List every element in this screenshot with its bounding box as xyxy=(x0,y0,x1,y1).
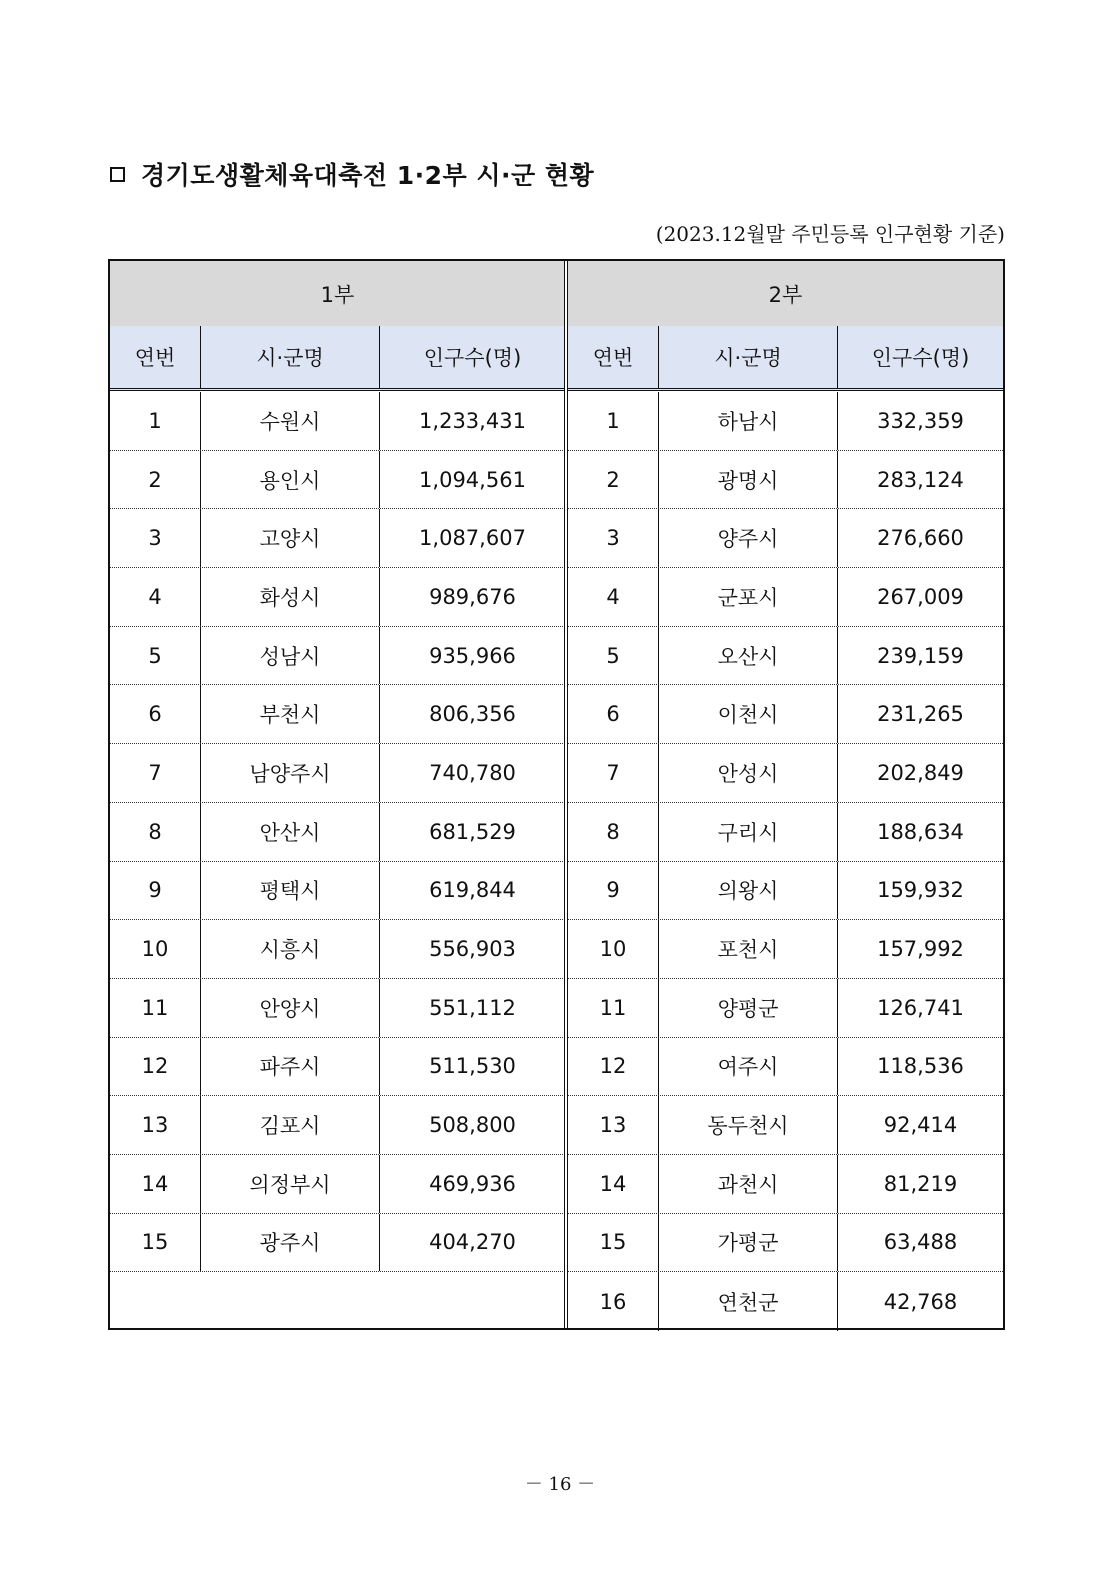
reference-note: (2023.12월말 주민등록 인구현황 기준) xyxy=(655,222,1005,246)
cell-city: 양평군 xyxy=(659,979,838,1037)
cell-city: 이천시 xyxy=(659,685,838,743)
cell-city: 시흥시 xyxy=(201,920,380,978)
table-row xyxy=(110,744,565,803)
cell-population: 188,634 xyxy=(877,819,964,844)
cell-population: 239,159 xyxy=(877,643,964,668)
square-bullet-icon xyxy=(110,167,125,182)
cell-population: 511,530 xyxy=(429,1054,516,1079)
cell-index: 7 xyxy=(110,744,201,802)
cell-population: 989,676 xyxy=(429,584,516,609)
cell-population: 740,780 xyxy=(429,760,516,785)
cell-index: 9 xyxy=(110,862,201,920)
cell-population: 126,741 xyxy=(877,995,964,1020)
table-row xyxy=(568,451,1003,510)
table-row xyxy=(110,451,565,510)
cell-population: 332,359 xyxy=(877,408,964,433)
table-row xyxy=(568,1214,1003,1273)
cell-index: 14 xyxy=(568,1155,659,1213)
cell-population: 63,488 xyxy=(883,1230,958,1255)
cell-city: 용인시 xyxy=(201,451,380,509)
document-title xyxy=(110,156,594,192)
cell-population: 202,849 xyxy=(877,760,964,785)
cell-city: 광주시 xyxy=(201,1214,380,1272)
cell-population: 619,844 xyxy=(429,878,516,903)
cell-index: 10 xyxy=(110,920,201,978)
table-row xyxy=(568,568,1003,627)
table-row xyxy=(568,685,1003,744)
cell-city: 안산시 xyxy=(201,803,380,861)
cell-index: 8 xyxy=(110,803,201,861)
cell-index: 10 xyxy=(568,920,659,978)
cell-population: 283,124 xyxy=(877,467,964,492)
cell-population: 42,768 xyxy=(883,1289,958,1314)
cell-population: 92,414 xyxy=(883,1113,958,1138)
table-row xyxy=(110,392,565,451)
title-text: 경기도생활체육대축전 1·2부 시·군 현황 xyxy=(141,161,595,190)
cell-city: 부천시 xyxy=(201,685,380,743)
cell-city: 가평군 xyxy=(659,1214,838,1272)
cell-city: 안성시 xyxy=(659,744,838,802)
header-city: 시·군명 xyxy=(201,326,380,388)
group1-section xyxy=(110,261,565,1328)
cell-city: 김포시 xyxy=(201,1096,380,1154)
group2-section xyxy=(568,261,1003,1328)
cell-city: 오산시 xyxy=(659,627,838,685)
cell-population: 935,966 xyxy=(429,643,516,668)
table-row xyxy=(110,568,565,627)
table-row xyxy=(568,803,1003,862)
header-city: 시·군명 xyxy=(659,326,838,388)
cell-population: 1,094,561 xyxy=(419,467,526,492)
cell-index: 2 xyxy=(110,451,201,509)
cell-index: 8 xyxy=(568,803,659,861)
cell-index: 3 xyxy=(110,509,201,567)
table-row xyxy=(568,1272,1003,1331)
cell-city: 안양시 xyxy=(201,979,380,1037)
table-row xyxy=(110,1214,565,1273)
cell-index: 11 xyxy=(568,979,659,1037)
table-row xyxy=(568,1096,1003,1155)
cell-population: 508,800 xyxy=(429,1113,516,1138)
cell-index: 13 xyxy=(110,1096,201,1154)
cell-city: 하남시 xyxy=(659,392,838,450)
cell-population: 1,233,431 xyxy=(419,408,526,433)
table-row xyxy=(568,920,1003,979)
cell-city: 연천군 xyxy=(659,1272,838,1331)
cell-index: 12 xyxy=(110,1038,201,1096)
cell-index: 7 xyxy=(568,744,659,802)
cell-index: 15 xyxy=(110,1214,201,1272)
table-row xyxy=(110,803,565,862)
cell-population: 118,536 xyxy=(877,1054,964,1079)
table-row xyxy=(110,920,565,979)
cell-index: 6 xyxy=(568,685,659,743)
group2-rows xyxy=(568,392,1003,1328)
cell-index: 6 xyxy=(110,685,201,743)
table-row xyxy=(110,979,565,1038)
cell-city: 평택시 xyxy=(201,862,380,920)
table-row xyxy=(110,1155,565,1214)
cell-city: 동두천시 xyxy=(659,1096,838,1154)
group1-column-headers xyxy=(110,326,565,391)
cell-population: 231,265 xyxy=(877,702,964,727)
cell-city: 군포시 xyxy=(659,568,838,626)
population-table xyxy=(108,259,1005,1330)
cell-population: 556,903 xyxy=(429,937,516,962)
cell-index: 1 xyxy=(568,392,659,450)
cell-population: 469,936 xyxy=(429,1171,516,1196)
cell-city: 포천시 xyxy=(659,920,838,978)
table-row xyxy=(568,1038,1003,1097)
header-index: 연번 xyxy=(110,326,201,388)
cell-city: 남양주시 xyxy=(201,744,380,802)
cell-population: 806,356 xyxy=(429,702,516,727)
cell-index: 4 xyxy=(110,568,201,626)
cell-population: 159,932 xyxy=(877,878,964,903)
cell-city: 성남시 xyxy=(201,627,380,685)
cell-population: 267,009 xyxy=(877,584,964,609)
empty-row xyxy=(110,1272,565,1331)
table-row xyxy=(568,1155,1003,1214)
cell-city: 여주시 xyxy=(659,1038,838,1096)
cell-population: 404,270 xyxy=(429,1230,516,1255)
cell-index: 5 xyxy=(568,627,659,685)
group2-column-headers xyxy=(568,326,1003,391)
cell-population: 276,660 xyxy=(877,526,964,551)
cell-city: 화성시 xyxy=(201,568,380,626)
header-population: 인구수(명) xyxy=(423,346,522,370)
cell-city: 과천시 xyxy=(659,1155,838,1213)
cell-city: 광명시 xyxy=(659,451,838,509)
table-row xyxy=(110,862,565,921)
cell-index: 16 xyxy=(568,1272,659,1331)
group1-rows xyxy=(110,392,565,1328)
cell-city: 수원시 xyxy=(201,392,380,450)
table-row xyxy=(568,509,1003,568)
cell-index: 14 xyxy=(110,1155,201,1213)
cell-city: 파주시 xyxy=(201,1038,380,1096)
table-row xyxy=(110,1096,565,1155)
group1-header: 1부 xyxy=(110,261,565,327)
cell-index: 11 xyxy=(110,979,201,1037)
cell-index: 1 xyxy=(110,392,201,450)
table-row xyxy=(110,685,565,744)
table-row xyxy=(110,509,565,568)
table-row xyxy=(110,1038,565,1097)
cell-population: 1,087,607 xyxy=(419,526,526,551)
cell-index: 9 xyxy=(568,862,659,920)
cell-city: 양주시 xyxy=(659,509,838,567)
cell-index: 5 xyxy=(110,627,201,685)
header-index: 연번 xyxy=(568,326,659,388)
cell-population: 551,112 xyxy=(429,995,516,1020)
cell-city: 고양시 xyxy=(201,509,380,567)
table-row xyxy=(110,627,565,686)
cell-population: 157,992 xyxy=(877,937,964,962)
cell-population: 81,219 xyxy=(883,1171,958,1196)
cell-index: 3 xyxy=(568,509,659,567)
cell-index: 13 xyxy=(568,1096,659,1154)
table-row xyxy=(568,744,1003,803)
cell-index: 12 xyxy=(568,1038,659,1096)
cell-city: 의왕시 xyxy=(659,862,838,920)
table-row xyxy=(568,392,1003,451)
table-row xyxy=(568,627,1003,686)
cell-index: 2 xyxy=(568,451,659,509)
cell-population: 681,529 xyxy=(429,819,516,844)
page-number: － 16 － xyxy=(524,1474,596,1495)
cell-index: 15 xyxy=(568,1214,659,1272)
cell-index: 4 xyxy=(568,568,659,626)
header-population: 인구수(명) xyxy=(871,346,970,370)
table-row xyxy=(568,979,1003,1038)
group2-header: 2부 xyxy=(568,261,1003,327)
cell-city: 의정부시 xyxy=(201,1155,380,1213)
table-row xyxy=(568,862,1003,921)
cell-city: 구리시 xyxy=(659,803,838,861)
